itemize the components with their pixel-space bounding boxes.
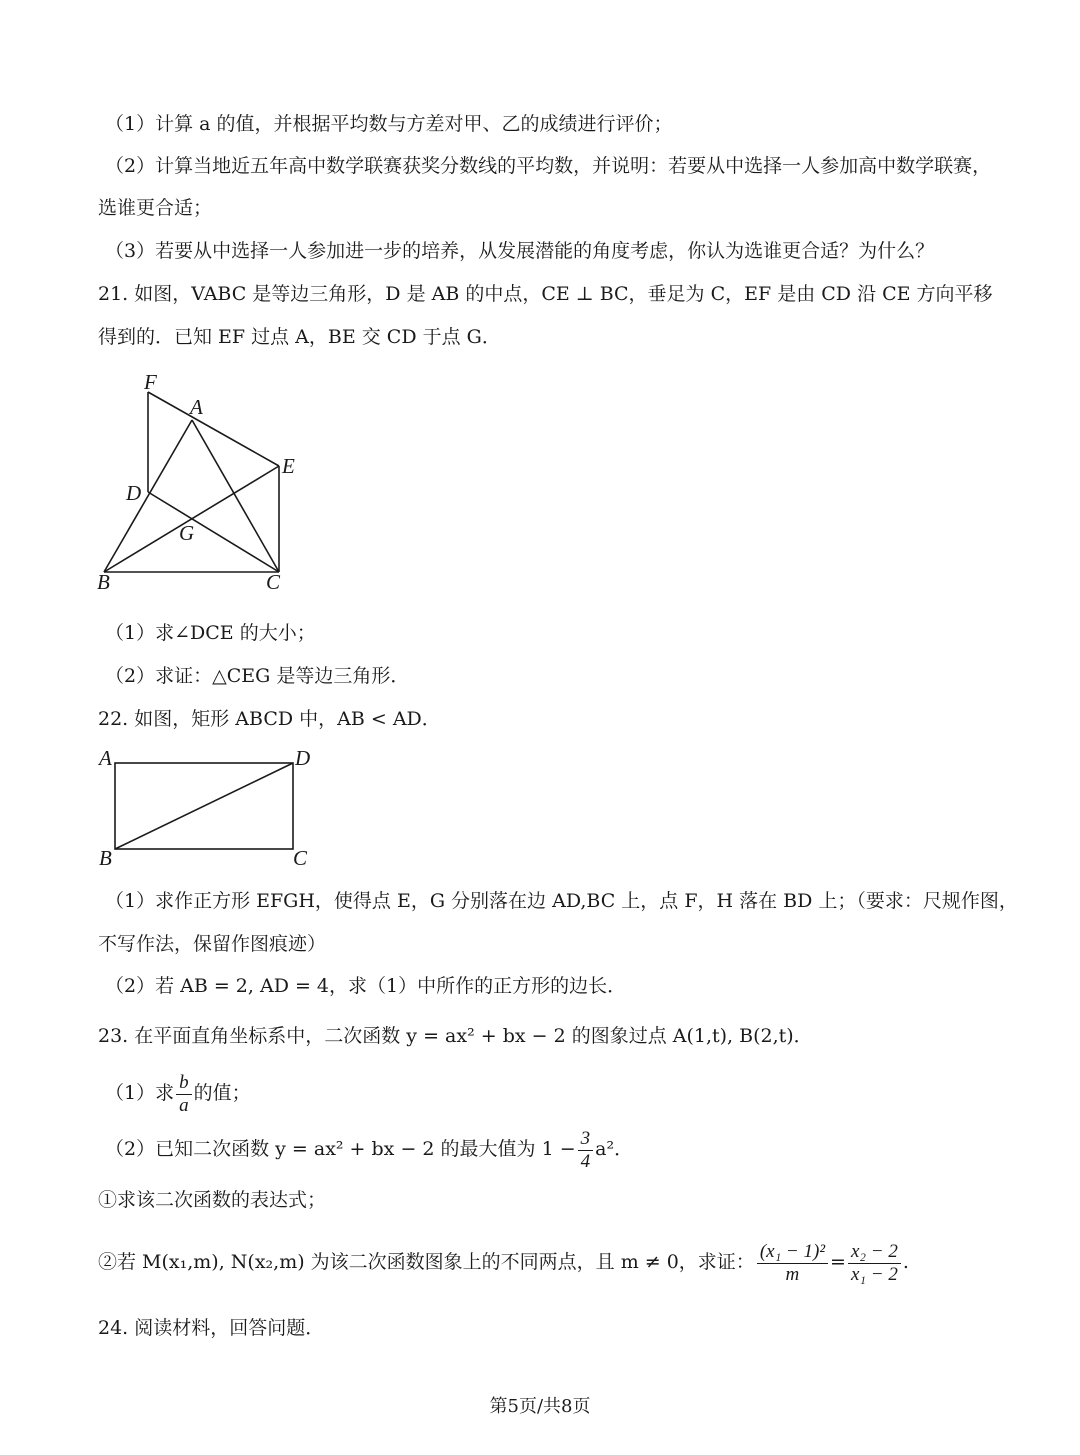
fraction-numerator: (x₁ − 1)²: [757, 1241, 828, 1264]
fraction-numerator: b: [176, 1072, 192, 1095]
q23-stem: 23. 在平面直角坐标系中，二次函数 y = ax² + bx − 2 的图象过点 A(1,t), B(2,t)．: [98, 1025, 813, 1047]
q23-part1-prefix: （1）求: [105, 1082, 175, 1104]
q20-part2-line2: 选谁更合适；: [98, 197, 213, 219]
q23-sub2: [98, 1238, 909, 1286]
fraction-left: [757, 1241, 828, 1286]
q24-stem: 24. 阅读材料，回答问题．: [98, 1317, 325, 1339]
q20-part1: （1）计算 a 的值，并根据平均数与方差对甲、乙的成绩进行评价；: [105, 113, 673, 135]
label-g: G: [179, 521, 195, 545]
label-a: A: [99, 746, 112, 770]
q21-figure: [90, 365, 320, 597]
q22-part1-line1: （1）求作正方形 EFGH，使得点 E，G 分别落在边 AD,BC 上，点 F，H 落在 BD 上；（要求：尺规作图，: [105, 890, 1018, 912]
fraction-denominator: x₁ − 2: [850, 1263, 898, 1285]
q20-part2-line1: （2）计算当地近五年高中数学联赛获奖分数线的平均数，并说明：若要从中选择一人参加高中数学联赛，: [105, 155, 992, 177]
fraction-three-quarters: [578, 1128, 594, 1173]
q22-part1-line2: 不写作法，保留作图痕迹）: [98, 933, 327, 955]
fraction-denominator: 4: [580, 1150, 591, 1172]
q23-part1: [105, 1070, 251, 1117]
q21-part1: （1）求∠DCE 的大小；: [105, 622, 316, 644]
q23-sub1: ①求该二次函数的表达式；: [98, 1189, 327, 1211]
segment-ac: [192, 420, 279, 572]
label-b: B: [97, 570, 110, 594]
equals-sign: =: [830, 1251, 846, 1273]
q22-part2: （2）若 AB = 2, AD = 4，求（1）中所作的正方形的边长．: [105, 975, 627, 997]
fraction-denominator: a: [179, 1094, 189, 1116]
period: .: [902, 1251, 909, 1273]
segment-dc: [148, 492, 279, 572]
label-a: A: [190, 395, 203, 419]
q21-part2: （2）求证：△CEG 是等边三角形．: [105, 665, 410, 687]
label-e: E: [282, 454, 295, 478]
q21-stem-line1: 21. 如图，VABC 是等边三角形，D 是 AB 的中点，CE ⊥ BC，垂足为 C，EF 是由 CD 沿 CE 方向平移: [98, 283, 993, 305]
q21-stem-line2: 得到的．已知 EF 过点 A，BE 交 CD 于点 G．: [98, 326, 501, 348]
label-b: B: [99, 846, 112, 870]
label-c: C: [266, 570, 281, 594]
fraction-numerator: x₂ − 2: [848, 1241, 901, 1264]
q23-part2-prefix: （2）已知二次函数 y = ax² + bx − 2 的最大值为 1 −: [105, 1138, 576, 1160]
q22-stem: 22. 如图，矩形 ABCD 中，AB < AD．: [98, 708, 441, 730]
q23-part2: [105, 1126, 633, 1173]
q23-part1-suffix: 的值；: [193, 1082, 251, 1104]
fraction-numerator: 3: [578, 1128, 594, 1151]
fraction-right: [848, 1241, 901, 1286]
q22-figure: [95, 745, 325, 870]
segment-fe: [148, 392, 279, 466]
page-footer: 第5页/共8页: [489, 1396, 591, 1417]
diagonal-bd: [115, 763, 293, 849]
q20-part3: （3）若要从中选择一人参加进一步的培养，从发展潜能的角度考虑，你认为选谁更合适？为什么？: [105, 240, 935, 262]
label-d: D: [126, 481, 142, 505]
q23-sub2-prefix: ②若 M(x₁,m), N(x₂,m) 为该二次函数图象上的不同两点，且 m ≠ 0，求证：: [98, 1251, 755, 1273]
fraction-denominator: m: [785, 1263, 800, 1285]
label-c: C: [293, 846, 308, 870]
label-f: F: [144, 370, 157, 394]
q23-part2-suffix: a²．: [595, 1138, 634, 1160]
fraction-b-over-a: [176, 1072, 192, 1117]
label-d: D: [295, 746, 311, 770]
